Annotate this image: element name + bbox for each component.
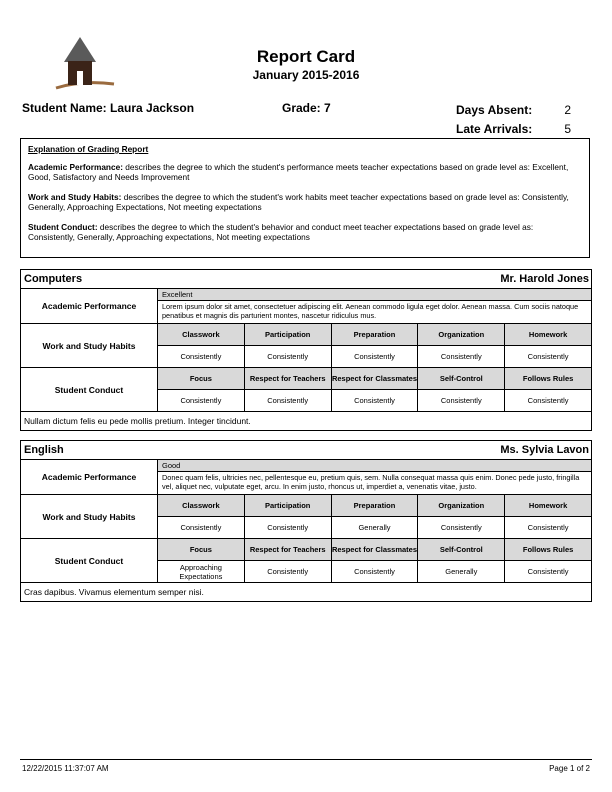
student-name: Student Name: Laura Jackson bbox=[22, 101, 195, 115]
grading-explanation bbox=[20, 138, 590, 258]
conduct-value-cell: Approaching Expectations bbox=[158, 561, 245, 582]
conduct-header-cell: Focus bbox=[158, 368, 245, 389]
days-absent-value: 2 bbox=[564, 103, 571, 117]
subject-name: English bbox=[24, 444, 64, 456]
explanation-heading: Explanation of Grading Report bbox=[28, 144, 149, 154]
habits-header-cell: Participation bbox=[245, 324, 332, 345]
teacher-name: Mr. Harold Jones bbox=[500, 273, 589, 285]
habits-value-cell: Consistently bbox=[527, 523, 569, 532]
subject-block-computers bbox=[20, 269, 592, 431]
explanation-academic: Academic Performance: describes the degree to which the student's performance meets teacher expectations based on grade level as: Excellent, Good, Satisfactory and Needs Improvement bbox=[28, 162, 569, 182]
explanation-conduct: Student Conduct: describes the degree to which the student's behavior and conduct meet teacher expectations based on grade level as: Consistently, Generally, Approaching expectations, Not meeting expectations bbox=[28, 222, 534, 242]
conduct-value-cell: Consistently bbox=[245, 390, 332, 411]
habits-header-cell: Preparation bbox=[332, 495, 419, 516]
habits-header-cell: Classwork bbox=[158, 495, 245, 516]
habits-header-cell: Homework bbox=[505, 495, 591, 516]
habits-label: Work and Study Habits bbox=[21, 495, 158, 538]
conduct-header-cell: Self-Control bbox=[418, 368, 505, 389]
conduct-value-cell: Consistently bbox=[527, 396, 569, 405]
habits-value-cell: Consistently bbox=[332, 346, 419, 367]
explanation-habits: Work and Study Habits: describes the degree to which the student's work habits meet teacher expectations based on grade level as: Consistently, Generally, Approaching Expectations, Not meeting expectations bbox=[28, 192, 569, 212]
habits-value-cell: Consistently bbox=[245, 346, 332, 367]
conduct-header-row bbox=[158, 539, 591, 560]
academic-grade: Excellent bbox=[158, 289, 591, 301]
conduct-header-cell: Focus bbox=[158, 539, 245, 560]
footer-divider bbox=[20, 759, 592, 760]
conduct-value-cell: Generally bbox=[418, 561, 505, 582]
late-arrivals-label: Late Arrivals: bbox=[456, 122, 533, 136]
habits-value-cell: Consistently bbox=[245, 517, 332, 538]
subject-name: Computers bbox=[24, 273, 83, 285]
academic-label: Academic Performance bbox=[21, 460, 158, 494]
conduct-value-cell: Consistently bbox=[245, 561, 332, 582]
conduct-value-cell: Consistently bbox=[527, 567, 569, 576]
footer-timestamp: 12/22/2015 11:37:07 AM bbox=[22, 764, 109, 773]
teacher-name: Ms. Sylvia Lavon bbox=[500, 444, 589, 456]
habits-value-row bbox=[158, 345, 591, 367]
days-absent-label: Days Absent: bbox=[456, 103, 533, 117]
habits-value-cell: Consistently bbox=[418, 517, 505, 538]
habits-value-cell: Consistently bbox=[158, 517, 245, 538]
conduct-label: Student Conduct bbox=[21, 539, 158, 582]
conduct-header-cell: Respect for Classmates bbox=[332, 368, 419, 389]
academic-grade: Good bbox=[158, 460, 591, 472]
academic-comment: Lorem ipsum dolor sit amet, consectetuer adipiscing elit. Aenean commodo ligula eget dolor. Aenean massa. Cum sociis natoque penatibus et magnis dis parturient montes, nascetur ridiculus mus. bbox=[162, 301, 579, 320]
habits-value-cell: Consistently bbox=[527, 352, 569, 361]
conduct-value-cell: Consistently bbox=[332, 561, 419, 582]
habits-row bbox=[21, 495, 591, 539]
conduct-header-cell: Respect for Teachers bbox=[245, 368, 332, 389]
student-grade: Grade: 7 bbox=[282, 101, 331, 115]
conduct-header-row bbox=[158, 368, 591, 389]
conduct-header-cell: Self-Control bbox=[418, 539, 505, 560]
subject-header bbox=[21, 441, 591, 460]
habits-header-cell: Classwork bbox=[158, 324, 245, 345]
conduct-header-cell: Follows Rules bbox=[505, 539, 591, 560]
conduct-value-cell: Consistently bbox=[418, 390, 505, 411]
conduct-value-row bbox=[158, 389, 591, 411]
habits-label: Work and Study Habits bbox=[21, 324, 158, 367]
conduct-header-cell: Follows Rules bbox=[505, 368, 591, 389]
habits-header-cell: Organization bbox=[418, 324, 505, 345]
habits-value-cell: Generally bbox=[332, 517, 419, 538]
conduct-header-cell: Respect for Teachers bbox=[245, 539, 332, 560]
page-title: Report Card bbox=[256, 47, 356, 66]
habits-header-row bbox=[158, 324, 591, 345]
conduct-value-cell: Consistently bbox=[158, 390, 245, 411]
term-subtitle: January 2015-2016 bbox=[252, 68, 360, 82]
habits-row bbox=[21, 324, 591, 368]
conduct-label: Student Conduct bbox=[21, 368, 158, 411]
academic-row bbox=[21, 289, 591, 324]
habits-header-row bbox=[158, 495, 591, 516]
habits-header-cell: Organization bbox=[418, 495, 505, 516]
habits-header-cell: Preparation bbox=[332, 324, 419, 345]
habits-value-cell: Consistently bbox=[158, 346, 245, 367]
habits-value-row bbox=[158, 516, 591, 538]
late-arrivals-value: 5 bbox=[564, 122, 571, 136]
teacher-comment: Nullam dictum felis eu pede mollis pretium. Integer tincidunt. bbox=[24, 416, 251, 426]
conduct-row bbox=[21, 368, 591, 412]
conduct-value-cell: Consistently bbox=[332, 390, 419, 411]
conduct-value-row bbox=[158, 560, 591, 582]
academic-comment: Donec quam felis, ultricies nec, pellentesque eu, pretium quis, sem. Nulla consequat massa quis enim. Donec pede justo, fringilla vel, aliquet nec, vulputate eget, arcu. In enim justo, rhoncus ut, imperdiet a, venenatis vitae, justo. bbox=[162, 472, 580, 491]
academic-row bbox=[21, 460, 591, 495]
subject-block-english bbox=[20, 440, 592, 602]
academic-label: Academic Performance bbox=[21, 289, 158, 323]
conduct-row bbox=[21, 539, 591, 583]
habits-value-cell: Consistently bbox=[418, 346, 505, 367]
subject-header bbox=[21, 270, 591, 289]
footer-page-number: Page 1 of 2 bbox=[549, 764, 590, 773]
habits-header-cell: Homework bbox=[505, 324, 591, 345]
habits-header-cell: Participation bbox=[245, 495, 332, 516]
conduct-header-cell: Respect for Classmates bbox=[332, 539, 419, 560]
teacher-comment: Cras dapibus. Vivamus elementum semper nisi. bbox=[24, 587, 204, 597]
